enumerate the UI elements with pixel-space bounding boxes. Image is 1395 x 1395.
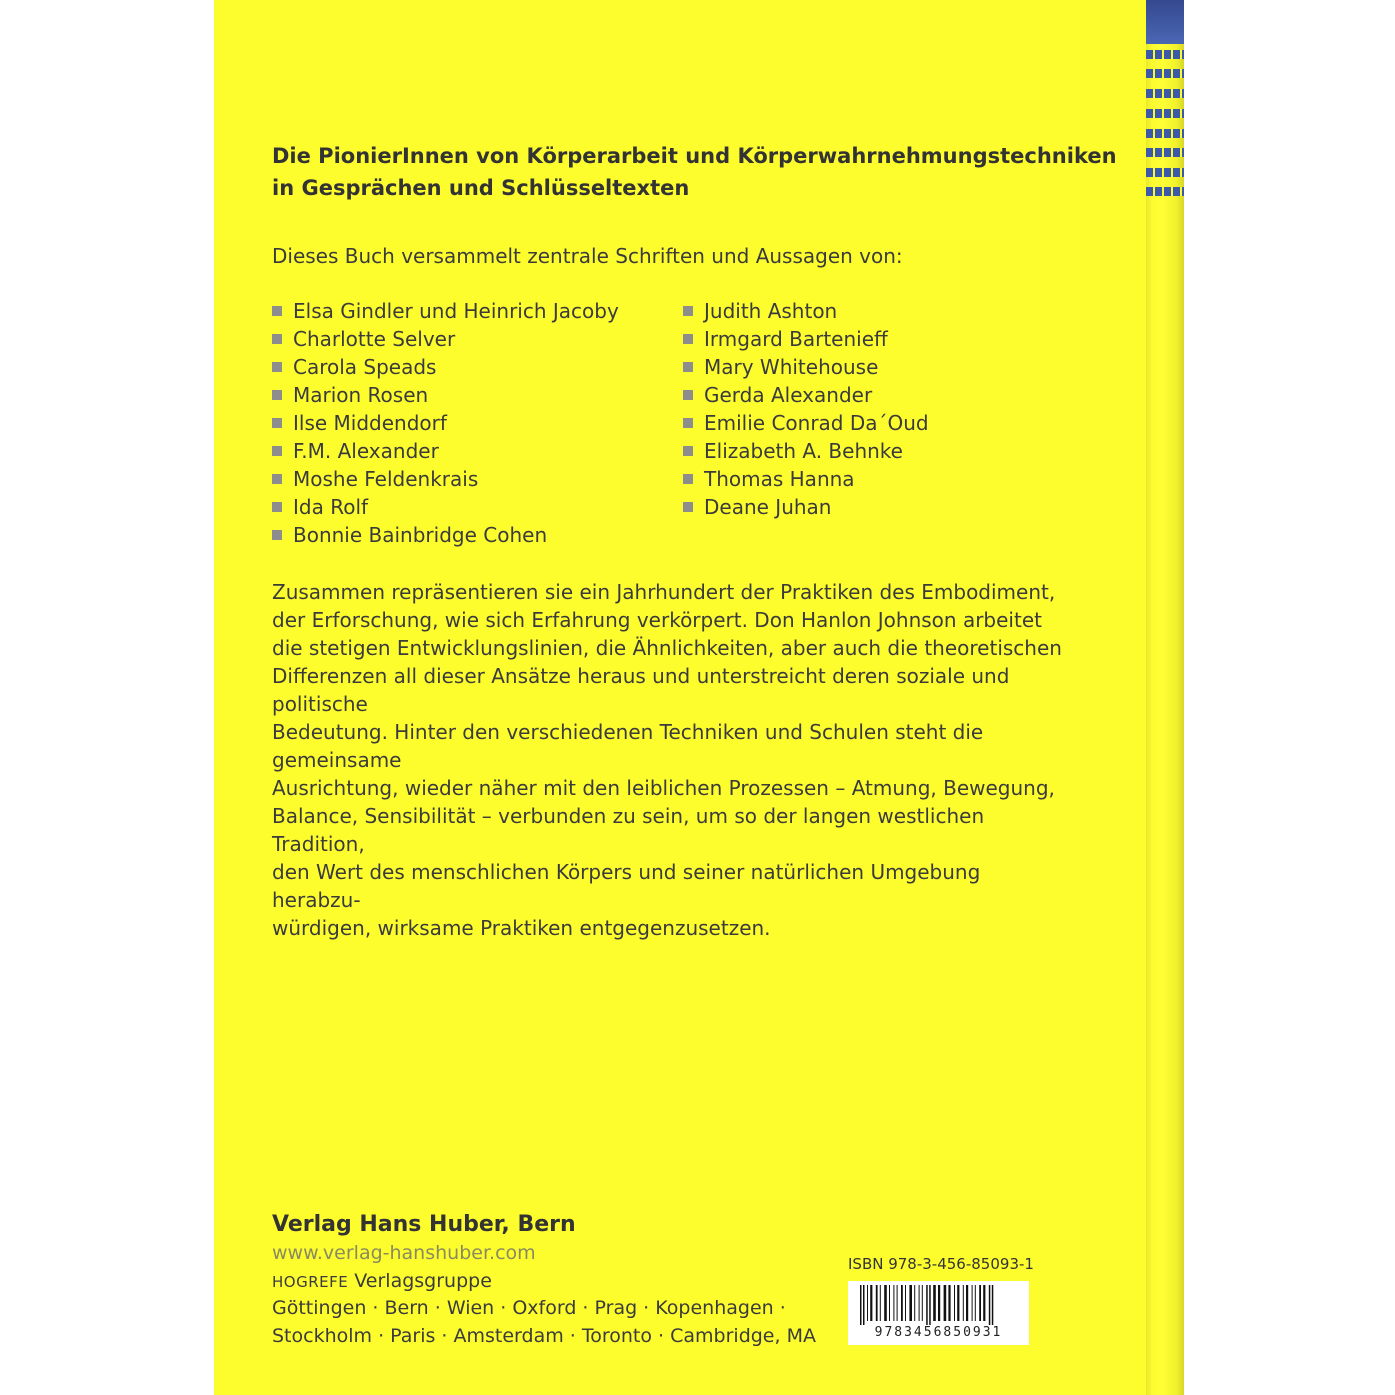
barcode-bar	[919, 1285, 920, 1321]
bullet-square-icon	[683, 334, 693, 344]
barcode-bar	[897, 1285, 898, 1321]
book-spine	[1146, 0, 1184, 1395]
bullet-square-icon	[272, 390, 282, 400]
barcode-bar	[926, 1285, 928, 1325]
barcode-bar	[963, 1285, 964, 1321]
barcode-bar	[972, 1285, 973, 1321]
bullet-square-icon	[683, 390, 693, 400]
bullet-square-icon	[683, 474, 693, 484]
barcode-bar	[893, 1285, 894, 1321]
barcode	[848, 1281, 1029, 1345]
intro-text: Dieses Buch versammelt zentrale Schriften und Aussagen von:	[272, 244, 903, 268]
barcode-bar	[863, 1285, 865, 1325]
list-item: Carola Speads	[272, 353, 619, 381]
barcode-bar	[922, 1285, 923, 1321]
bullet-square-icon	[272, 474, 282, 484]
list-item: Ilse Middendorf	[272, 409, 619, 437]
bullet-square-icon	[272, 418, 282, 428]
publisher-cities-line-1: Göttingen · Bern · Wien · Oxford · Prag · Kopenhagen ·	[272, 1297, 786, 1319]
spine-stripe	[1146, 69, 1184, 78]
list-item: Marion Rosen	[272, 381, 619, 409]
barcode-bar	[975, 1285, 976, 1321]
publisher-url[interactable]: www.verlag-hanshuber.com	[272, 1242, 536, 1264]
description-paragraph	[272, 578, 1072, 942]
spine-top-band	[1146, 0, 1184, 44]
names-list-right	[683, 297, 929, 521]
list-item: Irmgard Bartenieff	[683, 325, 929, 353]
barcode-bar	[979, 1285, 981, 1321]
headline-line-1: Die PionierInnen von Körperarbeit und Körperwahrnehmungstechniken	[272, 144, 1117, 168]
spine-stripe	[1146, 168, 1184, 177]
publisher-cities-line-2: Stockholm · Paris · Amsterdam · Toronto · Cambridge, MA	[272, 1325, 816, 1347]
spine-stripe	[1146, 109, 1184, 118]
group-brand: HOGREFE	[272, 1273, 349, 1291]
barcode-bar	[889, 1285, 890, 1321]
barcode-bar	[957, 1285, 959, 1321]
bullet-square-icon	[272, 446, 282, 456]
list-item: Ida Rolf	[272, 493, 619, 521]
spine-stripe	[1146, 50, 1184, 59]
barcode-bar	[938, 1285, 940, 1321]
barcode-bar	[989, 1285, 991, 1325]
description-line: Balance, Sensibilität – verbunden zu sein, um so der langen westlichen Tradition,	[272, 804, 985, 856]
description-line: die stetigen Entwicklungslinien, die Ähnlichkeiten, aber auch die theoretischen	[272, 636, 1062, 660]
bullet-square-icon	[272, 530, 282, 540]
description-line: Zusammen repräsentieren sie ein Jahrhundert der Praktiken des Embodiment,	[272, 580, 1056, 604]
bullet-square-icon	[272, 334, 282, 344]
spine-stripe	[1146, 129, 1184, 138]
headline	[272, 140, 1117, 204]
barcode-bar	[860, 1285, 862, 1325]
list-item: Charlotte Selver	[272, 325, 619, 353]
list-item: Bonnie Bainbridge Cohen	[272, 521, 619, 549]
bullet-square-icon	[272, 306, 282, 316]
barcode-bar	[992, 1285, 994, 1325]
list-item: F.M. Alexander	[272, 437, 619, 465]
barcode-bar	[909, 1285, 912, 1321]
barcode-bar	[914, 1285, 915, 1321]
publisher-group	[272, 1270, 492, 1292]
spine-stripe	[1146, 89, 1184, 98]
barcode-bar	[966, 1285, 968, 1321]
isbn-label: ISBN 978-3-456-85093-1	[848, 1255, 1034, 1273]
description-line: der Erforschung, wie sich Erfahrung verkörpert. Don Hanlon Johnson arbeitet	[272, 608, 1042, 632]
bullet-square-icon	[683, 446, 693, 456]
barcode-bar	[983, 1285, 985, 1321]
barcode-bar	[933, 1285, 936, 1321]
barcode-bar	[870, 1285, 872, 1321]
list-item: Thomas Hanna	[683, 465, 929, 493]
spine-stripe	[1146, 148, 1184, 157]
description-line: den Wert des menschlichen Körpers und seiner natürlichen Umgebung herabzu-	[272, 860, 981, 912]
barcode-bar	[944, 1285, 947, 1321]
bullet-square-icon	[683, 362, 693, 372]
bullet-square-icon	[272, 502, 282, 512]
publisher-name: Verlag Hans Huber, Bern	[272, 1212, 576, 1237]
description-line: Bedeutung. Hinter den verschiedenen Techniken und Schulen steht die gemeinsame	[272, 720, 984, 772]
description-line: Ausrichtung, wieder näher mit den leiblichen Prozessen – Atmung, Bewegung,	[272, 776, 1055, 800]
list-item: Deane Juhan	[683, 493, 929, 521]
list-item: Elsa Gindler und Heinrich Jacoby	[272, 297, 619, 325]
list-item: Mary Whitehouse	[683, 353, 929, 381]
list-item: Emilie Conrad Da´Oud	[683, 409, 929, 437]
bullet-square-icon	[272, 362, 282, 372]
barcode-bar	[884, 1285, 887, 1321]
barcode-bar	[880, 1285, 881, 1321]
barcode-bar	[905, 1285, 906, 1321]
list-item: Elizabeth A. Behnke	[683, 437, 929, 465]
barcode-bar	[954, 1285, 955, 1321]
bullet-square-icon	[683, 418, 693, 428]
list-item: Moshe Feldenkrais	[272, 465, 619, 493]
headline-line-2: in Gesprächen und Schlüsseltexten	[272, 176, 690, 200]
group-suffix: Verlagsgruppe	[354, 1270, 492, 1292]
barcode-bars	[848, 1281, 1029, 1325]
list-item: Gerda Alexander	[683, 381, 929, 409]
barcode-digits: 9783456850931	[874, 1325, 1003, 1340]
description-line: würdigen, wirksame Praktiken entgegenzusetzen.	[272, 916, 771, 940]
barcode-bar	[901, 1285, 903, 1321]
bullet-square-icon	[683, 502, 693, 512]
spine-stripe	[1146, 187, 1184, 196]
barcode-bar	[929, 1285, 931, 1325]
barcode-bar	[876, 1285, 878, 1321]
description-line: Differenzen all dieser Ansätze heraus und unterstreicht deren soziale und politische	[272, 664, 1010, 716]
barcode-bar	[867, 1285, 868, 1321]
bullet-square-icon	[683, 306, 693, 316]
list-item: Judith Ashton	[683, 297, 929, 325]
names-list-left	[272, 297, 619, 549]
barcode-bar	[948, 1285, 950, 1321]
